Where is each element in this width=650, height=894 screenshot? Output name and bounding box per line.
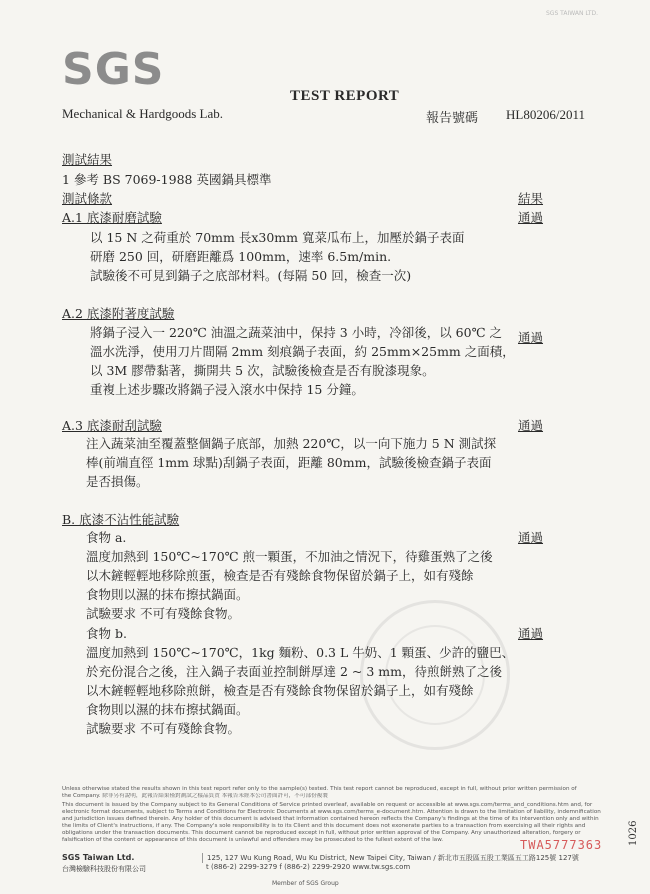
serial-number-stamp: TWA5777363 (520, 838, 603, 852)
result-heading: 結果 (518, 191, 544, 206)
footer-disclaimer-line: falsification of the content or appearance of this document is unlawful and offenders may be prosecuted to the fullest extent of the law. (62, 837, 444, 843)
section-a3-result: 通過 (518, 418, 544, 433)
footer-address: 125, 127 Wu Kung Road, Wu Ku District, New Taipei City, Taiwan / 新北市五股區五股工業區五工路125號 127號 (202, 853, 579, 863)
section-a2-line: 重複上述步驟改將鍋子浸入滾水中保持 15 分鐘。 (90, 382, 364, 397)
food-a-line: 食物則以濕的抹布擦拭鍋面。 (86, 587, 249, 602)
sgs-logo: SGS (62, 44, 165, 95)
footer-phone: t (886-2) 2299-3279 f (886-2) 2299-2920 www.tw.sgs.com (206, 863, 411, 871)
footer-company-cn: 台灣檢驗科技股份有限公司 (62, 865, 146, 873)
food-a-line: 試驗要求 不可有殘餘食物。 (86, 606, 240, 621)
report-number-label: 報告號碼 (426, 111, 479, 126)
section-a3-line: 棒(前端直徑 1mm 球點)刮鍋子表面，距離 80mm，試驗後檢查鍋子表面 (86, 455, 492, 470)
reference-standard: 1 參考 BS 7069-1988 英國鍋具標準 (62, 172, 272, 187)
section-a2-result: 通過 (518, 330, 544, 345)
top-right-header: SGS TAIWAN LTD. (546, 10, 599, 17)
section-a2-line: 以 3M 膠帶黏著，撕開共 5 次，試驗後檢查是否有脫漆現象。 (90, 363, 435, 378)
section-a1-line: 以 15 N 之荷重於 70mm 長x30mm 寬菜瓜布上，加壓於鍋子表面 (90, 230, 465, 245)
section-b-title: B. 底漆不沾性能試驗 (62, 512, 180, 527)
food-b-line: 溫度加熱到 150℃~170℃，1kg 麵粉、0.3 L 牛奶、1 顆蛋、少許的鹽巴、 (86, 645, 515, 660)
report-title: TEST REPORT (290, 88, 400, 104)
food-a-line: 溫度加熱到 150℃~170℃ 煎一顆蛋，不加油之情況下，待雞蛋熟了之後 (86, 549, 493, 564)
section-a2-title: A.2 底漆附著度試驗 (62, 306, 175, 321)
section-a2-line: 溫水洗淨，使用刀片間隔 2mm 刻痕鍋子表面，約 25mm×25mm 之面積， (90, 344, 515, 359)
food-b-line: 食物則以濕的抹布擦拭鍋面。 (86, 702, 249, 717)
footer-disclaimer-line: obligations under the transaction documents. This document cannot be reproduced except in full, without prior written approval of the Company. Any unauthorized alteration, forgery or (62, 830, 581, 836)
items-heading: 測試條款 (62, 191, 113, 206)
food-b-result: 通過 (518, 626, 544, 641)
footer-disclaimer-line: the Company. 除非另有說明，此報告結果僅對測試之樣品負責 本報告未經本公司書面許可，不可部份複製 (62, 793, 328, 799)
footer-member: Member of SGS Group (272, 880, 339, 887)
food-b-line: 以木鏟輕輕地移除煎餅，檢查是否有殘餘食物保留於鍋子上，如有殘餘 (86, 683, 474, 698)
footer-disclaimer-line: Unless otherwise stated the results shown in this test report refer only to the sample(s) tested. This test report cannot be reproduced, except in full, without prior written permission of (62, 786, 577, 792)
section-a1-line: 研磨 250 回，研磨距離爲 100mm，速率 6.5m/min. (90, 249, 392, 264)
food-a-line: 以木鏟輕輕地移除煎蛋，檢查是否有殘餘食物保留於鍋子上，如有殘餘 (86, 568, 474, 583)
food-a-label: 食物 a. (86, 530, 127, 545)
food-b-label: 食物 b. (86, 626, 127, 641)
food-b-line: 於充份混合之後，注入鍋子表面並控制餅厚達 2 ~ 3 mm，待煎餅熟了之後 (86, 664, 502, 679)
section-a1-result: 通過 (518, 210, 544, 225)
footer-disclaimer-line: and jurisdiction issues defined therein. Any holder of this document is advised that information contained hereon reflects the Company's findings at the time of its intervention only and within (62, 816, 599, 822)
footer-disclaimer-line: the limits of Client's instructions, if any. The Company's sole responsibility is to its Client and this document does not exonerate parties to a transaction from exercising all their rights and (62, 823, 586, 829)
lab-name: Mechanical & Hardgoods Lab. (62, 106, 224, 121)
footer-bar (62, 843, 622, 875)
food-b-line: 試驗要求 不可有殘餘食物。 (86, 721, 240, 736)
footer-company: SGS Taiwan Ltd. (62, 853, 135, 862)
section-a1-line: 試驗後不可見到鍋子之底部材料。(每隔 50 回，檢查一次) (90, 268, 412, 283)
section-a3-line: 是否損傷。 (86, 474, 149, 489)
food-a-result: 通過 (518, 530, 544, 545)
results-heading: 測試結果 (62, 152, 113, 167)
side-code: 1026 (628, 820, 639, 846)
section-a3-title: A.3 底漆耐刮試驗 (62, 418, 162, 433)
footer-disclaimer-line: This document is issued by the Company subject to its General Conditions of Service printed overleaf, available on request or accessible at www.sgs.com/terms_and_conditions.htm and, for (62, 802, 593, 808)
section-a3-line: 注入蔬菜油至覆蓋整個鍋子底部，加熱 220℃，以一向下施力 5 N 測試探 (86, 436, 497, 451)
section-a1-title: A.1 底漆耐磨試驗 (62, 210, 162, 225)
report-number: HL80206/2011 (506, 107, 585, 122)
section-a2-line: 將鍋子浸入一 220℃ 油溫之蔬菜油中，保持 3 小時，冷卻後，以 60℃ 之 (90, 325, 503, 340)
footer-disclaimer-line: electronic format documents, subject to Terms and Conditions for Electronic Documents at www.sgs.com/terms_e-document.htm. Attention is drawn to the limitation of liability, indemnification (62, 809, 601, 815)
